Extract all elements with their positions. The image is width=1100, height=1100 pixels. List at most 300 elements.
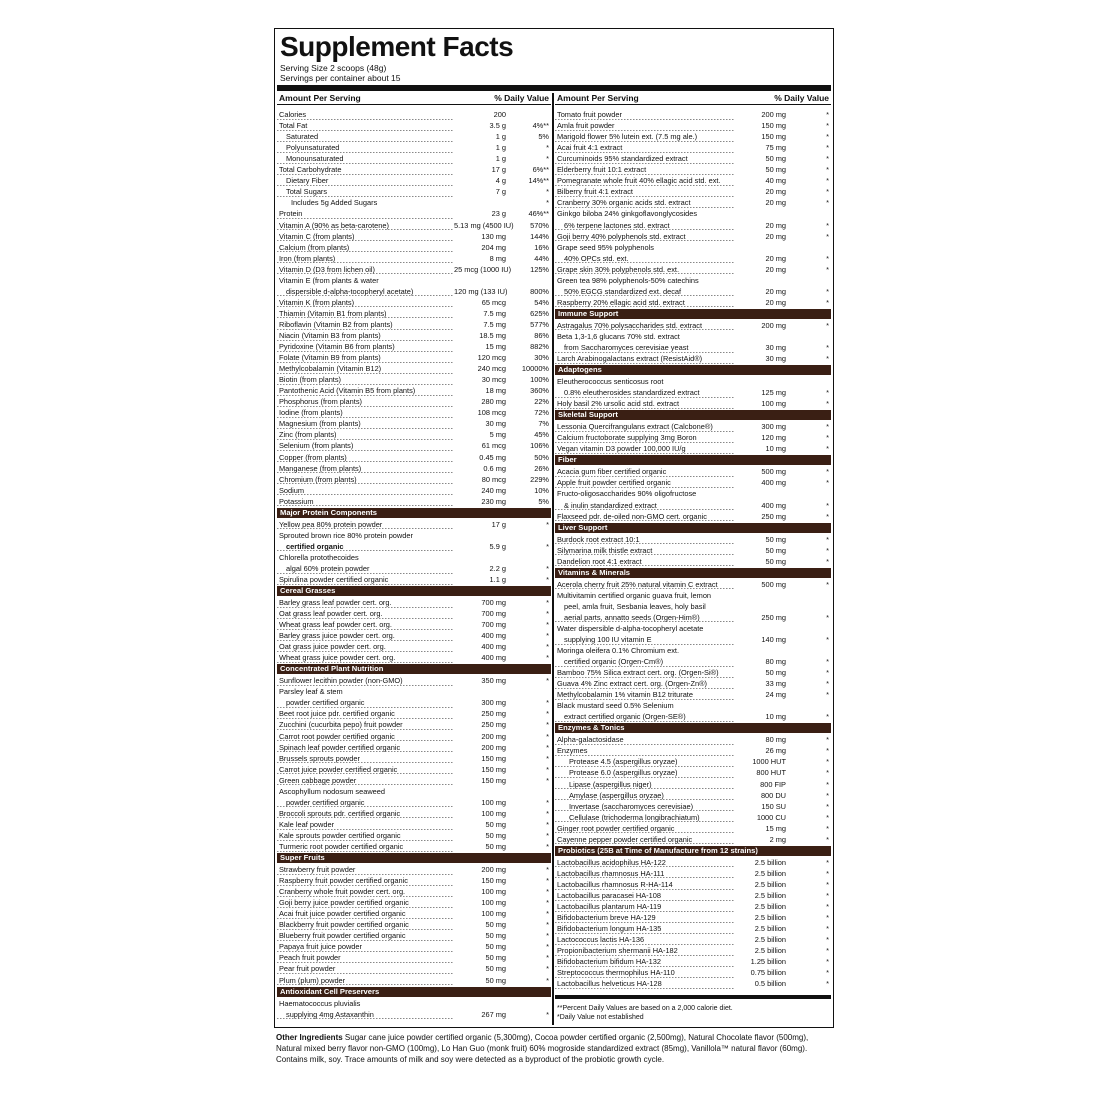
ingredient-amount: 800 DU bbox=[760, 790, 786, 800]
ingredient-amount: 800 HUT bbox=[756, 768, 786, 778]
ingredient-amount: 100 mg bbox=[481, 898, 506, 908]
ingredient-name: Fructo-oligosaccharides 90% oligofructose bbox=[557, 489, 697, 499]
ingredient-name: Chlorella protothecoides bbox=[279, 552, 359, 562]
ingredient-row bbox=[555, 353, 831, 364]
ingredient-daily-value: * bbox=[826, 154, 829, 164]
ingredient-name: Barley grass juice powder cert. org. bbox=[277, 631, 454, 641]
section-heading: Concentrated Plant Nutrition bbox=[277, 664, 551, 674]
ingredient-name: Burdock root extract 10:1 bbox=[555, 535, 734, 545]
ingredient-amount: 20 mg bbox=[765, 297, 786, 307]
ingredient-daily-value: 577% bbox=[530, 319, 549, 329]
ingredient-daily-value: * bbox=[826, 957, 829, 967]
ingredient-row bbox=[277, 897, 551, 908]
ingredient-row bbox=[277, 197, 551, 208]
panel-title: Supplement Facts bbox=[280, 31, 514, 62]
ingredient-row bbox=[277, 286, 551, 297]
ingredient-amount: 20 mg bbox=[765, 220, 786, 230]
ingredient-name: Calories bbox=[277, 110, 454, 120]
ingredient-daily-value: * bbox=[546, 819, 549, 829]
ingredient-amount: 50 mg bbox=[765, 534, 786, 544]
ingredient-amount: 0.5 billion bbox=[754, 979, 786, 989]
ingredient-row bbox=[277, 186, 551, 197]
ingredient-name: Sodium bbox=[277, 486, 454, 496]
ingredient-row bbox=[555, 219, 831, 230]
ingredient-amount: 50 mg bbox=[765, 545, 786, 555]
ingredient-daily-value: * bbox=[546, 764, 549, 774]
ingredient-name: Goji berry juice powder certified organic bbox=[277, 898, 454, 908]
ingredient-amount: 7.5 mg bbox=[483, 308, 506, 318]
ingredient-name: Dandelion root 4:1 extract bbox=[555, 557, 734, 567]
ingredient-row bbox=[555, 443, 831, 454]
footnote-percent-dv: **Percent Daily Values are based on a 2,000 calorie diet. bbox=[557, 1005, 733, 1012]
ingredient-daily-value: * bbox=[546, 797, 549, 807]
ingredient-amount: 80 mg bbox=[765, 657, 786, 667]
ingredient-name: Cranberry 30% organic acids std. extract bbox=[555, 198, 734, 208]
ingredient-daily-value: * bbox=[546, 753, 549, 763]
ingredient-name: Copper (from plants) bbox=[277, 453, 454, 463]
ingredient-name: Bamboo 75% Silica extract cert. org. (Orgen-Si®) bbox=[555, 668, 734, 678]
ingredient-row bbox=[555, 945, 831, 956]
ingredient-name: Lactobacillus acidophilus HA-122 bbox=[555, 858, 734, 868]
ingredient-daily-value: 54% bbox=[534, 297, 549, 307]
ingredient-name: Amla fruit powder bbox=[555, 121, 734, 131]
ingredient-name: powder certified organic bbox=[277, 698, 454, 708]
ingredient-name: Spinach leaf powder certified organic bbox=[277, 743, 454, 753]
ingredient-daily-value: * bbox=[826, 399, 829, 409]
ingredient-amount: 50 mg bbox=[485, 964, 506, 974]
ingredient-name: Bifidobacterium longum HA-135 bbox=[555, 924, 734, 934]
ingredient-daily-value: * bbox=[826, 253, 829, 263]
ingredient-name: Blackberry fruit powder certified organic bbox=[277, 920, 454, 930]
ingredient-name: Vitamin A (90% as beta-carotene) bbox=[277, 221, 454, 231]
ingredient-row bbox=[555, 790, 831, 801]
ingredient-daily-value: 144% bbox=[530, 231, 549, 241]
ingredient-amount: 75 mg bbox=[765, 143, 786, 153]
ingredient-row bbox=[277, 697, 551, 708]
ingredient-row bbox=[277, 597, 551, 608]
ingredient-daily-value: * bbox=[826, 913, 829, 923]
ingredient-daily-value: * bbox=[826, 801, 829, 811]
ingredient-amount: 20 mg bbox=[765, 231, 786, 241]
ingredient-row bbox=[277, 719, 551, 730]
ingredient-row bbox=[555, 297, 831, 308]
ingredient-amount: 8 mg bbox=[489, 253, 506, 263]
ingredient-name: certified organic bbox=[277, 542, 454, 552]
ingredient-daily-value: * bbox=[826, 422, 829, 432]
ingredient-amount: 18.5 mg bbox=[479, 330, 506, 340]
ingredient-amount: 7 g bbox=[495, 187, 506, 197]
right-ingredient-list bbox=[555, 105, 831, 989]
ingredient-amount: 5 mg bbox=[489, 430, 506, 440]
ingredient-row bbox=[277, 786, 551, 797]
ingredient-daily-value: * bbox=[546, 909, 549, 919]
ingredient-row bbox=[555, 208, 831, 219]
ingredient-daily-value: 625% bbox=[530, 308, 549, 318]
section-heading: Probiotics (25B at Time of Manufacture from 12 strains) bbox=[555, 846, 831, 856]
ingredient-name: Wheat grass juice powder cert. org. bbox=[277, 653, 454, 663]
ingredient-row bbox=[555, 153, 831, 164]
ingredient-daily-value: * bbox=[546, 775, 549, 785]
ingredient-daily-value: * bbox=[826, 668, 829, 678]
ingredient-amount: 150 mg bbox=[481, 775, 506, 785]
ingredient-amount: 700 mg bbox=[481, 620, 506, 630]
ingredient-row bbox=[555, 186, 831, 197]
ingredient-row bbox=[277, 630, 551, 641]
ingredient-daily-value: * bbox=[826, 132, 829, 142]
ingredient-row bbox=[277, 164, 551, 175]
ingredient-row bbox=[277, 485, 551, 496]
ingredient-name: Papaya fruit juice powder bbox=[277, 942, 454, 952]
ingredient-name: Lactobacillus rhamnosus HA-111 bbox=[555, 869, 734, 879]
footnote-dv-not-established: *Daily Value not established bbox=[557, 1014, 644, 1021]
section-heading: Antioxidant Cell Preservers bbox=[277, 987, 551, 997]
ingredient-row bbox=[277, 440, 551, 451]
ingredient-row bbox=[555, 253, 831, 264]
ingredient-daily-value: * bbox=[826, 500, 829, 510]
ingredient-daily-value: * bbox=[826, 176, 829, 186]
ingredient-row bbox=[555, 342, 831, 353]
ingredient-name: Haematococcus pluvialis bbox=[279, 998, 361, 1008]
ingredient-daily-value: * bbox=[826, 946, 829, 956]
ingredient-amount: 50 mg bbox=[485, 819, 506, 829]
ingredient-row bbox=[555, 432, 831, 443]
ingredient-name: Total Sugars bbox=[277, 187, 454, 197]
ingredient-row bbox=[555, 634, 831, 645]
ingredient-name: algal 60% protein powder bbox=[277, 564, 454, 574]
ingredient-amount: 2.5 billion bbox=[754, 924, 786, 934]
ingredient-row bbox=[555, 879, 831, 890]
ingredient-name: Vegan vitamin D3 powder 100,000 IU/g bbox=[555, 444, 734, 454]
ingredient-name: Broccoli sprouts pdr. certified organic bbox=[277, 809, 454, 819]
ingredient-daily-value: 800% bbox=[530, 286, 549, 296]
ingredient-name: Total Fat bbox=[277, 121, 454, 131]
ingredient-name: Alpha-galactosidase bbox=[555, 735, 734, 745]
ingredient-amount: 700 mg bbox=[481, 598, 506, 608]
ingredient-name: Kale sprouts powder certified organic bbox=[277, 831, 454, 841]
ingredient-row bbox=[555, 331, 831, 342]
ingredient-daily-value: * bbox=[826, 612, 829, 622]
ingredient-row bbox=[555, 601, 831, 612]
section-heading: Vitamins & Minerals bbox=[555, 568, 831, 578]
ingredient-name: Strawberry fruit powder bbox=[277, 865, 454, 875]
ingredient-name: Beta 1,3-1,6 glucans 70% std. extract bbox=[557, 331, 680, 341]
ingredient-row bbox=[555, 623, 831, 634]
ingredient-row bbox=[555, 967, 831, 978]
ingredient-daily-value: 72% bbox=[534, 408, 549, 418]
ingredient-row bbox=[555, 534, 831, 545]
ingredient-amount: 17 g bbox=[491, 519, 506, 529]
ingredient-row bbox=[555, 231, 831, 242]
ingredient-name: Acacia gum fiber certified organic bbox=[555, 467, 734, 477]
ingredient-name: Total Carbohydrate bbox=[277, 165, 454, 175]
ingredient-row bbox=[277, 275, 551, 286]
ingredient-name: certified organic (Orgen-Cm®) bbox=[555, 657, 734, 667]
ingredient-daily-value: * bbox=[826, 968, 829, 978]
ingredient-amount: 150 mg bbox=[481, 753, 506, 763]
ingredient-daily-value: * bbox=[826, 198, 829, 208]
section-heading: Adaptogens bbox=[555, 365, 831, 375]
ingredient-row bbox=[277, 253, 551, 264]
ingredient-amount: 1.1 g bbox=[489, 574, 506, 584]
ingredient-daily-value: * bbox=[826, 812, 829, 822]
ingredient-row bbox=[555, 264, 831, 275]
ingredient-amount: 50 mg bbox=[765, 154, 786, 164]
ingredient-name: Grape seed 95% polyphenols bbox=[557, 242, 654, 252]
ingredient-row bbox=[277, 429, 551, 440]
ingredient-row bbox=[277, 708, 551, 719]
ingredient-amount: 10 mg bbox=[765, 712, 786, 722]
ingredient-daily-value: * bbox=[826, 657, 829, 667]
ingredient-name: aerial parts, annatto seeds (Orgen-Him®) bbox=[555, 613, 734, 623]
ingredient-row bbox=[555, 912, 831, 923]
amount-per-serving-heading: Amount Per Serving bbox=[279, 93, 361, 103]
ingredient-row bbox=[277, 608, 551, 619]
ingredient-daily-value: * bbox=[826, 297, 829, 307]
section-heading: Enzymes & Tonics bbox=[555, 723, 831, 733]
ingredient-row bbox=[277, 819, 551, 830]
ingredient-name: Peach fruit powder bbox=[277, 953, 454, 963]
ingredient-row bbox=[555, 590, 831, 601]
ingredient-row bbox=[277, 341, 551, 352]
ingredient-row bbox=[277, 131, 551, 142]
ingredient-daily-value: 5% bbox=[538, 132, 549, 142]
ingredient-amount: 10 mg bbox=[765, 444, 786, 454]
ingredient-row bbox=[277, 742, 551, 753]
ingredient-row bbox=[277, 418, 551, 429]
ingredient-name: Riboflavin (Vitamin B2 from plants) bbox=[277, 320, 454, 330]
ingredient-name: Streptococcus thermophilus HA-110 bbox=[555, 968, 734, 978]
ingredient-name: Magnesium (from plants) bbox=[277, 419, 454, 429]
ingredient-amount: 50 mg bbox=[485, 830, 506, 840]
ingredient-row bbox=[555, 656, 831, 667]
ingredient-amount: 1000 HUT bbox=[752, 757, 786, 767]
ingredient-daily-value: 360% bbox=[530, 386, 549, 396]
ingredient-row bbox=[555, 767, 831, 778]
ingredient-name: Plum (plum) powder bbox=[277, 976, 454, 986]
section-heading: Major Protein Components bbox=[277, 508, 551, 518]
ingredient-row bbox=[555, 499, 831, 510]
ingredient-amount: 120 mcg bbox=[477, 353, 506, 363]
ingredient-amount: 267 mg bbox=[481, 1009, 506, 1019]
ingredient-daily-value: 4%** bbox=[532, 121, 549, 131]
ingredient-daily-value: * bbox=[826, 534, 829, 544]
ingredient-daily-value: * bbox=[546, 720, 549, 730]
ingredient-row bbox=[277, 652, 551, 663]
ingredient-daily-value: * bbox=[546, 653, 549, 663]
ingredient-daily-value: * bbox=[546, 563, 549, 573]
ingredient-row bbox=[277, 474, 551, 485]
ingredient-row bbox=[277, 496, 551, 507]
ingredient-amount: 50 mg bbox=[485, 920, 506, 930]
ingredient-row bbox=[277, 753, 551, 764]
ingredient-name: Eleutherococcus senticosus root bbox=[557, 377, 664, 387]
ingredient-amount: 250 mg bbox=[481, 720, 506, 730]
ingredient-amount: 33 mg bbox=[765, 679, 786, 689]
column-divider bbox=[552, 93, 554, 1025]
ingredient-amount: 2.5 billion bbox=[754, 868, 786, 878]
ingredient-amount: 100 mg bbox=[481, 797, 506, 807]
ingredient-row bbox=[555, 197, 831, 208]
ingredient-amount: 50 mg bbox=[485, 931, 506, 941]
section-heading: Liver Support bbox=[555, 523, 831, 533]
ingredient-row bbox=[277, 875, 551, 886]
ingredient-daily-value: * bbox=[546, 187, 549, 197]
ingredient-name: Manganese (from plants) bbox=[277, 464, 454, 474]
ingredient-amount: 1 g bbox=[495, 154, 506, 164]
ingredient-row bbox=[555, 756, 831, 767]
ingredient-daily-value: 46%** bbox=[528, 209, 549, 219]
ingredient-name: Dietary Fiber bbox=[277, 176, 454, 186]
ingredient-amount: 20 mg bbox=[765, 198, 786, 208]
ingredient-amount: 30 mg bbox=[765, 342, 786, 352]
ingredient-amount: 240 mcg bbox=[477, 364, 506, 374]
ingredient-daily-value: * bbox=[546, 964, 549, 974]
ingredient-row bbox=[555, 579, 831, 590]
ingredient-name: Acai fruit 4:1 extract bbox=[555, 143, 734, 153]
ingredient-daily-value: 7% bbox=[538, 419, 549, 429]
ingredient-row bbox=[555, 398, 831, 409]
ingredient-name: Oat grass leaf powder cert. org. bbox=[277, 609, 454, 619]
ingredient-daily-value: * bbox=[546, 931, 549, 941]
ingredient-daily-value: * bbox=[826, 879, 829, 889]
ingredient-daily-value: * bbox=[826, 187, 829, 197]
ingredient-name: Vitamin E (from plants & water bbox=[279, 275, 379, 285]
ingredient-name: Protease 6.0 (aspergillus oryzae) bbox=[555, 768, 734, 778]
ingredient-amount: 500 mg bbox=[761, 467, 786, 477]
ingredient-name: Cranberry whole fruit powder cert. org. bbox=[277, 887, 454, 897]
ingredient-amount: 18 mg bbox=[485, 386, 506, 396]
ingredient-row bbox=[277, 308, 551, 319]
ingredient-daily-value: * bbox=[546, 731, 549, 741]
ingredient-daily-value: * bbox=[826, 735, 829, 745]
ingredient-daily-value: * bbox=[826, 935, 829, 945]
ingredient-row bbox=[277, 219, 551, 230]
ingredient-amount: 200 mg bbox=[761, 320, 786, 330]
ingredient-name: Protease 4.5 (aspergillus oryzae) bbox=[555, 757, 734, 767]
ingredient-amount: 2.5 billion bbox=[754, 902, 786, 911]
section-heading: Cereal Grasses bbox=[277, 586, 551, 596]
ingredient-amount: 125 mg bbox=[761, 388, 786, 398]
ingredient-amount: 2.5 billion bbox=[754, 946, 786, 956]
ingredient-row bbox=[277, 1009, 551, 1020]
ingredient-amount: 30 mg bbox=[765, 354, 786, 364]
ingredient-amount: 20 mg bbox=[765, 187, 786, 197]
ingredient-amount: 2.2 g bbox=[489, 563, 506, 573]
ingredient-name: Ginger root powder certified organic bbox=[555, 824, 734, 834]
ingredient-daily-value: * bbox=[826, 165, 829, 175]
section-heading: Skeletal Support bbox=[555, 410, 831, 420]
ingredient-row bbox=[277, 297, 551, 308]
ingredient-amount: 150 mg bbox=[761, 132, 786, 142]
other-ingredients-text: Sugar cane juice powder certified organic (5,300mg), Cocoa powder certified organic (2,500mg), Natural Chocolate flavor (500mg), Natural mixed berry flavor non-GMO (100mg), Lo Han Guo (monk fruit) 60% mogroside standardized extract (85mg), Vanillola™ natural flavor (60mg). Contains milk, soy. Trace amounts of milk and soy were detected as a byproduct of the probiotic growth cycle. bbox=[276, 1033, 809, 1064]
ingredient-daily-value: * bbox=[826, 264, 829, 274]
ingredient-row bbox=[555, 923, 831, 934]
ingredient-daily-value: 882% bbox=[530, 342, 549, 352]
ingredient-row bbox=[277, 363, 551, 374]
ingredient-name: Pyridoxine (Vitamin B6 from plants) bbox=[277, 342, 454, 352]
ingredient-row bbox=[277, 764, 551, 775]
ingredient-daily-value: * bbox=[546, 808, 549, 818]
footnotes bbox=[557, 1004, 827, 1022]
ingredient-row bbox=[555, 175, 831, 186]
ingredient-amount: 30 mg bbox=[485, 419, 506, 429]
ingredient-amount: 400 mg bbox=[481, 653, 506, 663]
section-heading: Immune Support bbox=[555, 309, 831, 319]
ingredient-name: peel, amla fruit, Sesbania leaves, holy basil bbox=[564, 601, 706, 611]
serving-size: Serving Size 2 scoops (48g) bbox=[280, 63, 387, 73]
ingredient-daily-value: * bbox=[826, 679, 829, 689]
ingredient-name: Multivitamin certified organic guava fruit, lemon bbox=[557, 590, 712, 600]
ingredient-row bbox=[277, 153, 551, 164]
ingredient-row bbox=[277, 264, 551, 275]
ingredient-amount: 15 mg bbox=[485, 342, 506, 352]
ingredient-name: Polyunsaturated bbox=[277, 143, 454, 153]
ingredient-amount: 200 bbox=[493, 110, 506, 120]
ingredient-name: Turmeric root powder certified organic bbox=[277, 842, 454, 852]
ingredient-name: Yellow pea 80% protein powder bbox=[277, 520, 454, 530]
ingredient-name: Ascophyllum nodosum seaweed bbox=[279, 786, 385, 796]
ingredient-name: Propionibacterium shermanii HA-182 bbox=[555, 946, 734, 956]
ingredient-amount: 200 mg bbox=[761, 110, 786, 120]
ingredient-daily-value: * bbox=[546, 709, 549, 719]
ingredient-row bbox=[555, 801, 831, 812]
ingredient-daily-value: * bbox=[826, 834, 829, 844]
ingredient-name: Niacin (Vitamin B3 from plants) bbox=[277, 331, 454, 341]
right-column bbox=[555, 93, 831, 1025]
ingredient-row bbox=[277, 841, 551, 852]
ingredient-row bbox=[555, 376, 831, 387]
ingredient-amount: 20 mg bbox=[765, 286, 786, 296]
ingredient-daily-value: * bbox=[546, 574, 549, 584]
ingredient-row bbox=[277, 530, 551, 541]
ingredient-amount: 200 mg bbox=[481, 742, 506, 752]
ingredient-name: Lactobacillus paracasei HA-108 bbox=[555, 891, 734, 901]
ingredient-name: Cayenne pepper powder certified organic bbox=[555, 835, 734, 845]
ingredient-amount: 50 mg bbox=[485, 942, 506, 952]
ingredient-daily-value: * bbox=[826, 342, 829, 352]
ingredient-daily-value: * bbox=[826, 690, 829, 700]
right-column-header bbox=[555, 93, 831, 105]
left-ingredient-list bbox=[277, 105, 551, 1020]
ingredient-row bbox=[277, 231, 551, 242]
ingredient-amount: 2.5 billion bbox=[754, 935, 786, 945]
ingredient-amount: 150 mg bbox=[481, 876, 506, 886]
supplement-facts-panel bbox=[274, 28, 834, 1028]
ingredient-name: Goji berry 40% polyphenols std. extract bbox=[555, 232, 734, 242]
ingredient-row bbox=[277, 675, 551, 686]
ingredient-daily-value: * bbox=[546, 830, 549, 840]
ingredient-daily-value: * bbox=[826, 979, 829, 989]
ingredient-name: 0.8% eleutherosides standardized extract bbox=[555, 388, 734, 398]
ingredient-daily-value: 26% bbox=[534, 463, 549, 473]
ingredient-name: & inulin standardized extract bbox=[555, 501, 734, 511]
thick-rule bbox=[277, 85, 831, 91]
ingredient-daily-value: * bbox=[826, 467, 829, 477]
ingredient-name: Larch Arabinogalactans extract (ResistAid®) bbox=[555, 354, 734, 364]
ingredient-daily-value: * bbox=[826, 110, 829, 120]
ingredient-daily-value: * bbox=[826, 823, 829, 833]
ingredient-name: Lactobacillus rhamnosus R-HA-114 bbox=[555, 880, 734, 890]
ingredient-daily-value: * bbox=[546, 609, 549, 619]
ingredient-amount: 240 mg bbox=[481, 485, 506, 495]
ingredient-row bbox=[277, 808, 551, 819]
ingredient-daily-value: * bbox=[826, 712, 829, 722]
ingredient-name: Lactococcus lactis HA-136 bbox=[555, 935, 734, 945]
ingredient-name: supplying 4mg Astaxanthin bbox=[277, 1010, 454, 1020]
ingredient-name: Iodine (from plants) bbox=[277, 408, 454, 418]
ingredient-row bbox=[277, 952, 551, 963]
ingredient-amount: 400 mg bbox=[761, 478, 786, 488]
